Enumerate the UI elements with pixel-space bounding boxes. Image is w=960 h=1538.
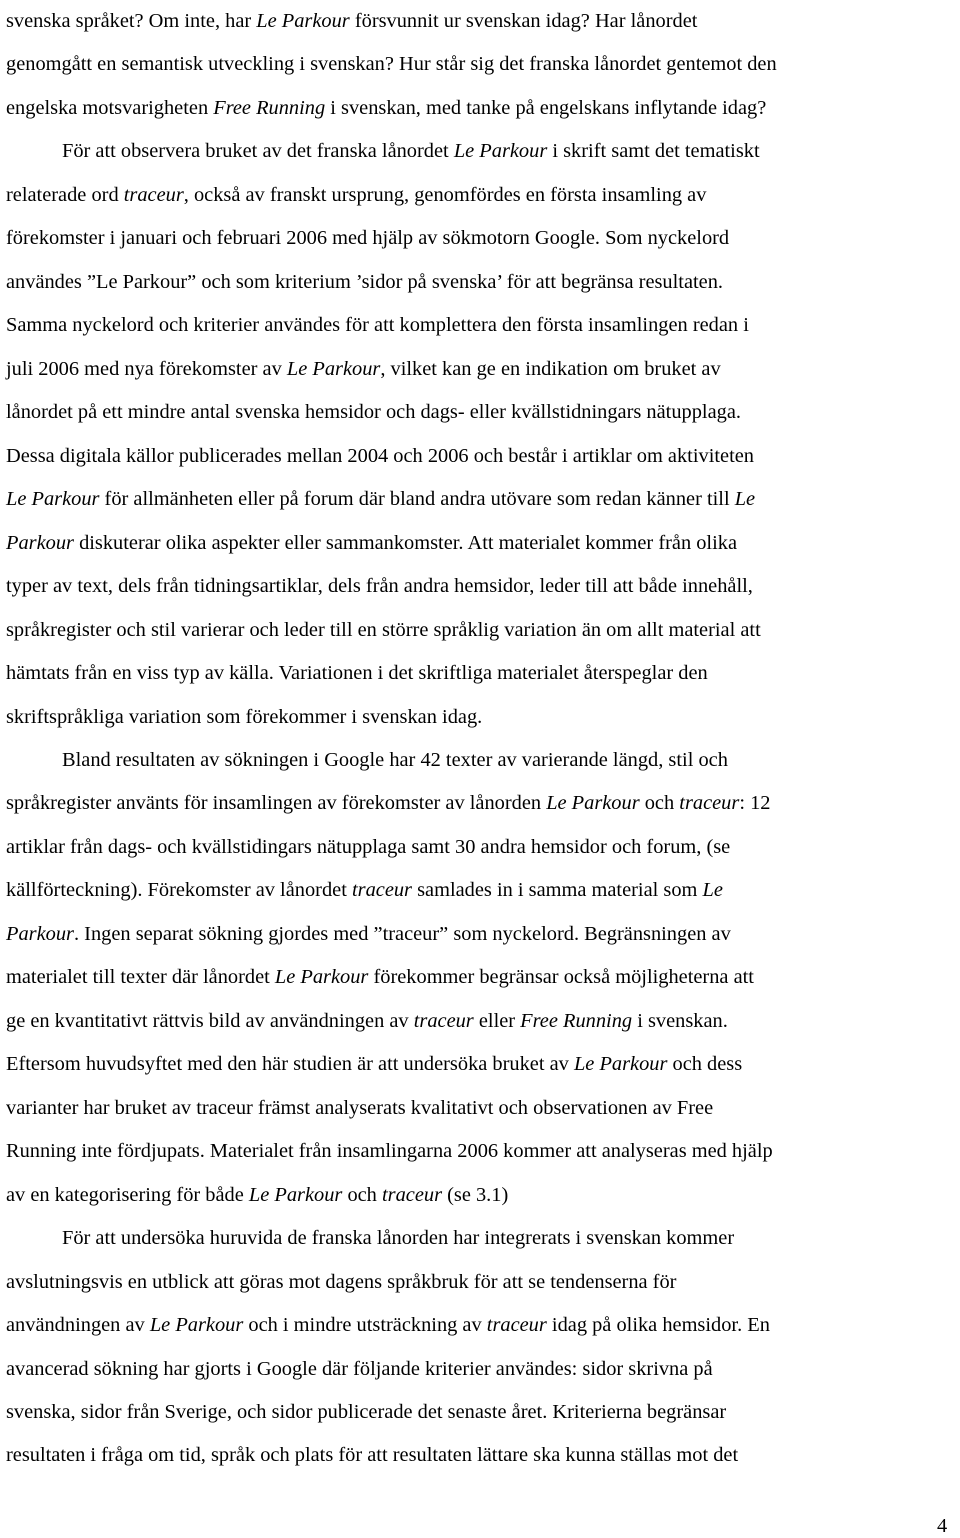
italic-term: traceur (486, 1314, 547, 1337)
italic-term: traceur (381, 1183, 443, 1206)
italic-term: traceur (123, 183, 184, 206)
text-line (6, 435, 930, 478)
text-run: Bland resultaten av sökningen i Google har 42 texter av varierande längd, stil och (62, 748, 728, 771)
text-run: artiklar från dags- och kvällstidingars nätupplaga samt 30 andra hemsidor och forum, (se (6, 835, 731, 858)
text-run: och (639, 792, 680, 815)
text-line (6, 652, 930, 695)
text-run: varianter har bruket av traceur främst analyserats kvalitativt och observationen av Free (6, 1096, 714, 1119)
text-line (6, 1043, 930, 1086)
text-run: svenska språket? Om inte, har (6, 10, 257, 32)
text-line (6, 43, 930, 86)
text-line (6, 1434, 930, 1477)
italic-term: Le Parkour (274, 966, 369, 989)
italic-term: Le Parkour (149, 1314, 244, 1337)
text-line (6, 1304, 930, 1347)
text-run: För att observera bruket av det franska lånordet (62, 140, 454, 163)
text-run: ge en kvantitativt rättvis bild av användningen av (6, 1009, 414, 1032)
text-line (6, 0, 930, 43)
text-run: användningen av (6, 1314, 150, 1337)
text-line (6, 261, 930, 304)
text-run: för allmänheten eller på forum där bland andra utövare som redan känner till (99, 488, 735, 511)
text-line (6, 130, 930, 173)
italic-term: Le Parkour (286, 357, 381, 380)
text-line (6, 1174, 930, 1217)
text-line (6, 478, 930, 521)
italic-term: Free Running (520, 1009, 633, 1032)
text-line (6, 174, 930, 217)
text-run: lånordet på ett mindre antal svenska hemsidor och dags- eller kvällstidningars nätupplaga. (6, 401, 741, 424)
text-run: diskuterar olika aspekter eller sammankomster. Att materialet kommer från olika (73, 531, 738, 554)
italic-term: Le Parkour (248, 1183, 343, 1206)
body-paragraph (6, 1217, 930, 1478)
italic-term: traceur (413, 1009, 474, 1032)
text-run: materialet till texter där lånordet (6, 966, 275, 989)
text-line (6, 217, 930, 260)
text-line (6, 1217, 930, 1260)
text-line (6, 826, 930, 869)
text-line (6, 869, 930, 912)
text-line (6, 1391, 930, 1434)
italic-term: Le Parkour (546, 792, 640, 815)
text-run: eller (473, 1009, 521, 1032)
text-line (6, 391, 930, 434)
page-number: 4 (937, 1515, 948, 1537)
text-run: förekommer begränsar också möjligheterna att (368, 966, 754, 989)
text-run: hämtats från en viss typ av källa. Variationen i det skriftliga materialet återspeglar den (6, 662, 708, 685)
text-line (6, 739, 930, 782)
body-paragraph (6, 0, 930, 130)
text-run: försvunnit ur svenskan idag? Har lånordet (349, 10, 698, 32)
text-run: resultaten i fråga om tid, språk och plats för att resultaten lättare ska kunna ställas mot det (6, 1444, 739, 1467)
text-run: Samma nyckelord och kriterier användes för att komplettera den första insamlingen redan i (6, 314, 749, 337)
text-line (6, 956, 930, 999)
text-run: . Ingen separat sökning gjordes med ”traceur” som nyckelord. Begränsningen av (73, 922, 731, 945)
text-run: och (342, 1183, 382, 1206)
body-paragraph (6, 739, 930, 1217)
italic-term: Le Parkour (256, 10, 350, 32)
text-line (6, 522, 930, 565)
text-run: : 12 (739, 792, 771, 815)
text-line (6, 348, 930, 391)
text-run: Dessa digitala källor publicerades mellan 2004 och 2006 och består i artiklar om aktiviteten (6, 444, 754, 467)
text-run: skriftspråkliga variation som förekommer i svenskan idag. (6, 705, 483, 728)
italic-term: Le (734, 488, 756, 511)
text-line (6, 696, 930, 739)
text-run: och dess (667, 1053, 743, 1076)
text-run: genomgått en semantisk utveckling i svenskan? Hur står sig det franska lånordet gentemot den (6, 53, 777, 76)
text-line (6, 913, 930, 956)
text-run: avancerad sökning har gjorts i Google där följande kriterier användes: sidor skrivna på (6, 1357, 713, 1380)
text-run: , också av franskt ursprung, genomfördes en första insamling av (183, 183, 707, 206)
text-run: avslutningsvis en utblick att göras mot dagens språkbruk för att se tendenserna för (6, 1270, 677, 1293)
text-line (6, 1130, 930, 1173)
italic-term: Free Running (213, 96, 326, 119)
body-paragraph (6, 130, 930, 739)
text-run: förekomster i januari och februari 2006 med hjälp av sökmotorn Google. Som nyckelord (6, 227, 730, 250)
text-line (6, 87, 930, 130)
text-line (6, 304, 930, 347)
italic-term: Parkour (6, 531, 74, 554)
text-run: i skrift samt det tematiskt (547, 140, 760, 163)
text-run: typer av text, dels från tidningsartiklar, dels från andra hemsidor, leder till att både innehåll, (6, 575, 753, 598)
text-run: Eftersom huvudsyftet med den här studien är att undersöka bruket av (6, 1053, 574, 1076)
text-run: För att undersöka huruvida de franska lånorden har integrerats i svenskan kommer (62, 1227, 735, 1250)
text-run: juli 2006 med nya förekomster av (6, 357, 287, 380)
text-run: språkregister använts för insamlingen av förekomster av lånorden (6, 792, 547, 815)
text-run: engelska motsvarigheten (6, 96, 214, 119)
text-run: svenska, sidor från Sverige, och sidor publicerade det senaste året. Kriterierna begränsar (6, 1401, 727, 1423)
italic-term: traceur (679, 792, 740, 815)
text-run: idag på olika hemsidor. En (546, 1314, 770, 1337)
text-run: relaterade ord (6, 183, 124, 206)
text-line (6, 565, 930, 608)
text-run: samlades in i samma material som (412, 879, 703, 902)
italic-term: Le Parkour (453, 140, 548, 163)
italic-term: Le Parkour (6, 488, 100, 511)
text-run: i svenskan, med tanke på engelskans inflytande idag? (325, 96, 767, 119)
text-line (6, 1087, 930, 1130)
text-run: källförteckning). Förekomster av lånordet (6, 879, 352, 902)
italic-term: Parkour (6, 922, 74, 945)
text-run: i svenskan. (632, 1009, 728, 1032)
text-run: (se 3.1) (442, 1183, 509, 1206)
italic-term: Le Parkour (573, 1053, 668, 1076)
text-run: språkregister och stil varierar och leder till en större språklig variation än om allt material att (6, 618, 761, 641)
text-run: av en kategorisering för både (6, 1183, 249, 1206)
text-line (6, 782, 930, 825)
italic-term: traceur (351, 879, 412, 902)
text-run: användes ”Le Parkour” och som kriterium ’sidor på svenska’ för att begränsa resultaten. (6, 270, 724, 293)
text-run: och i mindre utsträckning av (243, 1314, 487, 1337)
text-line (6, 1261, 930, 1304)
text-line (6, 1348, 930, 1391)
italic-term: Le (702, 879, 723, 902)
text-line (6, 609, 930, 652)
text-line (6, 1000, 930, 1043)
text-run: Running inte fördjupats. Materialet från insamlingarna 2006 kommer att analyseras med hjälp (6, 1140, 773, 1163)
text-run: , vilket kan ge en indikation om bruket av (380, 357, 721, 380)
document-page (6, 0, 930, 1478)
